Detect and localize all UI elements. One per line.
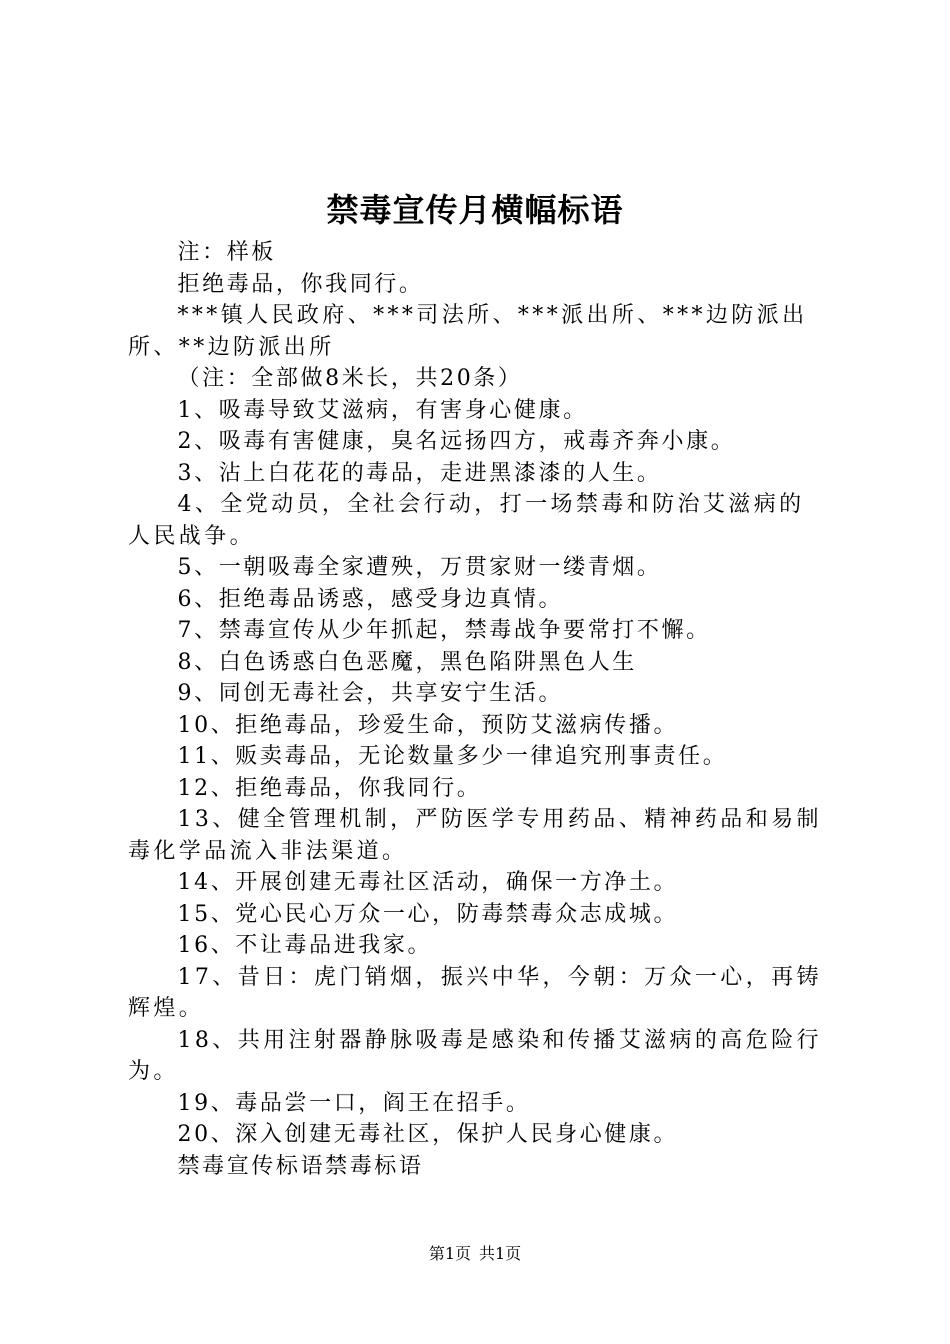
page-footer <box>0 1243 950 1265</box>
slogan-item: 11、贩卖毒品，无论数量多少一律追究刑事责任。 <box>177 744 728 769</box>
slogan-item: 16、不让毒品进我家。 <box>177 933 433 958</box>
slogan-item: 14、开展创建无毒社区活动，确保一方净土。 <box>177 870 679 895</box>
slogan-item: 17、昔日：虎门销烟，振兴中华，今朝：万众一心，再铸辉煌。 <box>128 964 822 1021</box>
page-number: 第1页 <box>428 1244 471 1263</box>
slogan-item: 10、拒绝毒品，珍爱生命，预防艾滋病传播。 <box>177 712 679 738</box>
slogan-item: 13、健全管理机制，严防医学专用药品、精神药品和易制毒化学品流入非法渠道。 <box>128 807 822 864</box>
slogan-item: 3、沾上白花花的毒品，走进黑漆漆的人生。 <box>177 460 662 486</box>
document-body <box>128 237 828 1182</box>
note-sample: 注：样板 <box>177 240 276 265</box>
page-total: 共1页 <box>479 1244 522 1263</box>
document-title: 禁毒宣传月横幅标语 <box>326 191 624 229</box>
slogan-item: 6、拒绝毒品诱惑，感受身边真情。 <box>177 586 564 612</box>
slogan-item: 8、白色诱惑白色恶魔，黑色陷阱黑色人生 <box>177 649 637 675</box>
slogan-item: 4、全党动员，全社会行动，打一场禁毒和防治艾滋病的人民战争。 <box>128 492 805 549</box>
slogan-item: 5、一朝吸毒全家遭殃，万贯家财一缕青烟。 <box>177 555 662 580</box>
slogan-item: 2、吸毒有害健康，臭名远扬四方，戒毒齐奔小康。 <box>177 429 736 454</box>
slogan-item: 15、党心民心万众一心，防毒禁毒众志成城。 <box>177 901 679 927</box>
closing-line: 禁毒宣传标语禁毒标语 <box>177 1153 424 1179</box>
slogan-item: 1、吸毒导致艾滋病，有害身心健康。 <box>177 397 588 423</box>
note-spec: （注：全部做8米长，共20条） <box>177 366 523 391</box>
slogan-item: 12、拒绝毒品，你我同行。 <box>177 775 482 801</box>
slogan-item: 20、深入创建无毒社区，保护人民身心健康。 <box>177 1122 679 1147</box>
slogan-item: 18、共用注射器静脉吸毒是感染和传播艾滋病的高危险行为。 <box>128 1027 822 1084</box>
organizations-list: ***镇人民政府、***司法所、***派出所、***边防派出所、**边防派出所 <box>128 303 808 360</box>
slogan-item: 7、禁毒宣传从少年抓起，禁毒战争要常打不懈。 <box>177 618 711 643</box>
slogan-item: 9、同创无毒社会，共享安宁生活。 <box>177 681 564 706</box>
slogan-intro: 拒绝毒品，你我同行。 <box>177 271 424 297</box>
slogan-item: 19、毒品尝一口，阎王在招手。 <box>177 1090 531 1116</box>
